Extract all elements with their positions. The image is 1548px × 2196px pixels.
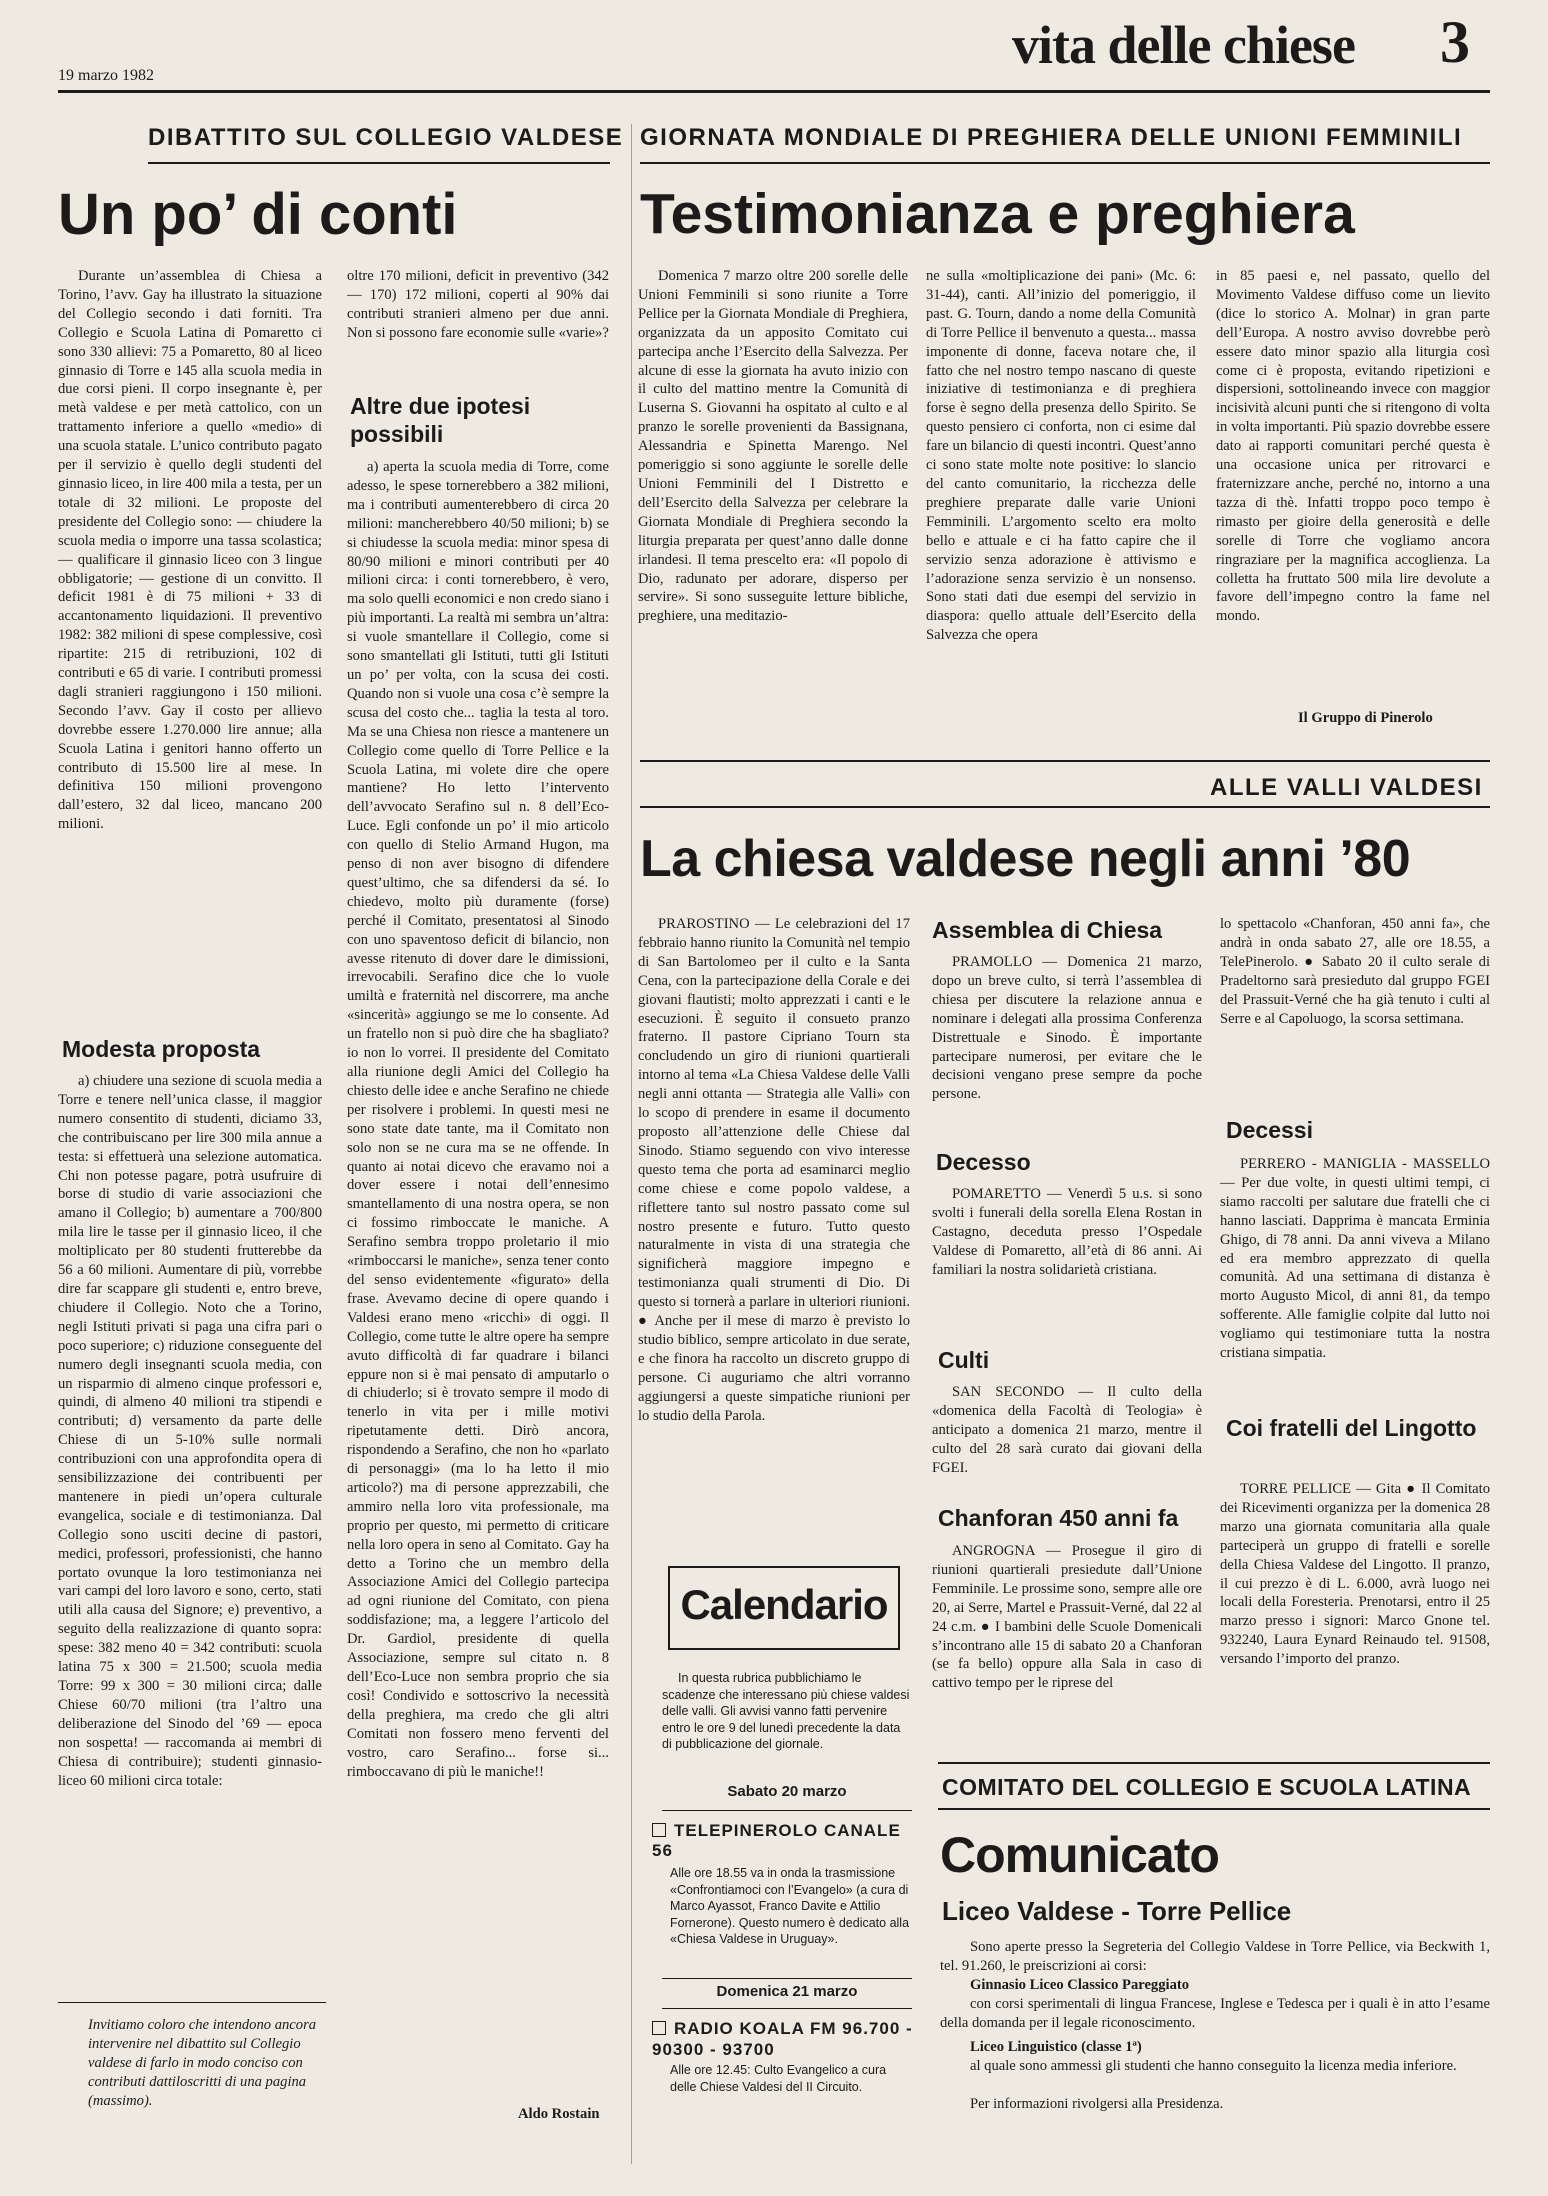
art1-col2b-text: a) aperta la scuola media di Torre, come adesso, le spese tornerebbero a 382 milioni, ma i contributi aumenterebbero di circa 20 milioni: mancherebbero 40/50 milioni; b) se si chiudesse la scuola media: minor spesa di 80/90 milioni e minori contributi per 40 milioni circa: i conti tornerebbero, è vero, ma solo quelli economici e non credo siano i più importanti. La realtà mi sembra un’altra: si vuole smantellare il Collegio, come si sono smantellati gli Istituti, tutti gli Istituti un po’ per volta, con la scusa dei costi. Quando non si vuole una cosa c’è sempre la scusa del costo che... taglia la testa al toro. Ma se una Chiesa non riesce a mantenere un Collegio come quello di Torre Pellice e la Scuola Latina, mi volete dire che opere mantiene? Ho letto l’intervento dell’avvocato Serafino sul n. 8 dell’Eco-Luce. Egli confonde un po’ il mio articolo con quello di Stelio Armand Hugon, ma penso di non aver bisogno di difendere quest’ultimo, che sa difendersi da sé. Io chiedevo, molto più duramente (forse) perché il Comitato, presentatosi al Sinodo con uno spaventoso deficit di bilancio, non avesse ritenuto di dover dare le dimissioni, irrevocabili. Serafino dice che lo vuole umiltà e fraternità nel discorrere, ma anche «sincerità» aggiungo se me lo consente. Ad un fratello non si può dire che ha sbagliato? io non lo vorrei. Il presidente del Comitato alla riunione degli Amici del Collegio ha chiesto delle idee e anche Serafino ne chiede per risolvere i problemi. In questi mesi ne sono state date tante, ma il Comitato non solo non se ne cura ma se ne offende. In quanto ai notai dicevo che eravamo noi a dover essere i notai dell’ennesimo smantellamento di una nostra opera, se non ci fossimo rimboccate le maniche. A Serafino sembra troppo proletario il mio «rimboccarsi le maniche», senza tener conto del senso evidentemente «figurato» della frase. Avevamo decine di opere quando i Valdesi erano meno «ricchi» di oggi. Il Collegio, come tutte le altre opere ha sempre avuto difficoltà di far quadrare i bilanci eppure non si è mai pensato di amputarlo o di chiuderlo; si è trovato sempre il modo di tenerlo in vita per i mille motivi ripetutamente detti. Dirò ancora, rispondendo a Serafino, che non ho «parlato di personaggi» (ma lo ha letto il mio articolo?) ma di persone apprezzabili, che ammiro nella loro vita professionale, ma proprio per questo, mi permetto di criticare nella loro opera in seno al Comitato. Gay ha detto a Torino che un membro della Associazione Amici del Collegio partecipa ad ogni riunione del Comitato, con piena soddisfazione; ma, a leggere l’articolo del Dr. Gardiol, presidente di quella Associazione, sempre sul citato n. 8 dell’Eco-Luce non sembra proprio che sia così! Condivido e sottoscrivo la necessità della preghiera, ma credo che gli altri Comitati non fossero meno ferventi del vostro, caro Serafino... forse si... rimboccavano di più le maniche!!: [347, 459, 609, 1780]
art4-kicker-rule: [938, 1808, 1490, 1810]
calendario-intro: In questa rubrica pubblichiamo le scadenze che interessano più chiese valdesi delle valli. Gli avvisi vanno fatti pervenire entro le ore 9 del lunedì precedente la data di pubblicazione del giornale.: [662, 1671, 910, 1751]
calendario-day2-rule-top: [662, 1978, 912, 1979]
art2-headline: Testimonianza e preghiera: [640, 182, 1355, 246]
calendario-title: Calendario: [680, 1581, 888, 1628]
art3-torrepellice-text: TORRE PELLICE — Gita ● Il Comitato dei Ricevimenti organizza per la domenica 28 marzo una giornata comunitaria alla quale parteciperà un gruppo di fratelli e sorelle della Chiesa Valdese del Lingotto. Il pranzo, il cui prezzo è di L. 6.000, avrà luogo nei locali della Foresteria. Prenotarsi, entro il 25 marzo presso i signori: Marco Gnone tel. 932240, Laura Eynard Reinaudo tel. 91508, versando l’importo del pranzo.: [1220, 1481, 1490, 1668]
art3-kicker-rule: [640, 806, 1490, 808]
art3-angrogna-text: ANGROGNA — Prosegue il giro di riunioni quartierali presiedute dall’Unione Femminile. Le prossime sono, sempre alle ore 20, ai Serre, Martel e Prassuit-Verné, dal 22 al 24 c.m. ● I bambini delle Scuole Domenicali s’incontrano alle 15 di sabato 20 a Chanforan (se fa bello) oppure alla Sala in caso di cattivo tempo per le riprese del: [932, 1543, 1202, 1692]
art1-col1b-text: a) chiudere una sezione di scuola media a Torre e tenere nell’unica classe, il maggior numero consentito di studenti, diciamo 33, che contribuiscano per lire 300 mila annue a testa: si effettuerà una selezione automatica. Chi non potesse pagare, potrà usufruire di borse di studio di varie associazioni che amano il Collegio; b) aumentare a 700/800 mila lire le tasse per il ginnasio liceo, il che moltiplicato per 80 studenti frutterebbe da 56 a 60 milioni. Aumentare di più, vorrebbe dire far scappare gli studenti e, entro breve, chiudere il Collegio. Noto che a Torino, negli Istituti privati si paga una cifra pari o poco superiore; c) riduzione conseguente del numero degli insegnanti scuola media, con un risparmio di almeno cinque professori e, quindi, di almeno 40 milioni tra stipendi e contributi; d) versamento da parte delle Chiese di un 5-10% sulle normali contribuzioni con una approfondita opera di sensibilizzazione dei contribuenti per mantenere in piedi un’opera culturale evangelica, sociale e di testimonianza. Dal Collegio sono usciti decine di pastori, medici, professori, professionisti, che hanno portato ovunque la loro testimonianza nei vari campi del loro lavoro e sono, certo, stati utili alla causa del Signore; e) preventivo, a seguito della realizzazione di quanto sopra: spese: 382 meno 40 = 342 contributi: scuola latina 75 x 300 = 21.500; scuola media Torre: 99 x 300 = 30 milioni circa; dalle Chiese 60/70 milioni (tra l’altro una deliberazione del Sinodo del ’69 — epoca non sospetta! — raccomanda ai membri di Chiesa di contribuire); studenti ginnasio-liceo 60 milioni circa totale:: [58, 1073, 322, 1789]
art4-body3: con corsi sperimentali di lingua Francese, Inglese e Tedesca per i quali è in atto l’esame della domanda per il legale riconoscimento.: [940, 1996, 1490, 2031]
art1-kicker-rule: [148, 162, 610, 164]
art3-sansecondo-text: SAN SECONDO — Il culto della «domenica della Facoltà di Teologia» è anticipato a domenica 21 marzo, mentre il culto del 28 sarà curato dai giovani della FGEI.: [932, 1384, 1202, 1476]
art2-col1-text: Domenica 7 marzo oltre 200 sorelle delle Unioni Femminili si sono riunite a Torre Pellice per la Giornata Mondiale di Preghiera, organizzata da un apposito Comitato cui partecipa anche l’Esercito della Salvezza. Per alcune di esse la giornata ha avuto inizio con il culto del mattino mentre la Comunità di Luserna S. Giovanni ha ospitato al culto e al pranzo le sorelle provenienti da Bassignana, Alessandria e Spinetta Marengo. Nel pomeriggio si sono aggiunte le sorelle delle Unioni Femminili del I Distretto e dell’Esercito della Salvezza per celebrare la Giornata Mondiale di Preghiera secondo la liturgia preparata per quest’anno dalle donne irlandesi. Il tema prescelto era: «Il popolo di Dio, radunato per adorare, disperso per servire». Si sono susseguite letture bibliche, preghiere, una meditazio-: [638, 268, 908, 625]
calendario-station2: [652, 2018, 914, 2060]
issue-date: 19 marzo 1982: [58, 67, 154, 84]
art4-body6: Per informazioni rivolgersi alla Presidenza.: [970, 2096, 1224, 2112]
art4-headline: Comunicato: [940, 1827, 1219, 1883]
art4-body1: Sono aperte presso la Segreteria del Collegio Valdese in Torre Pellice, via Beckwith 1, tel. 91.260, le preiscrizioni ai corsi:: [940, 1939, 1490, 1974]
art1-kicker: DIBATTITO SUL COLLEGIO VALDESE: [148, 124, 624, 151]
art2-kicker: GIORNATA MONDIALE DI PREGHIERA DELLE UNIONI FEMMINILI: [640, 124, 1463, 151]
calendario-station1: [652, 1821, 912, 1861]
art3-sub-lingotto: Coi fratelli del Lingotto: [1226, 1415, 1477, 1441]
column-divider: [631, 124, 632, 2164]
calendario-day2-rule: [662, 2008, 912, 2009]
art4-body4: Liceo Linguistico (classe 1ª): [970, 2039, 1142, 2055]
art3-prarostino-text: PRAROSTINO — Le celebrazioni del 17 febbraio hanno riunito la Comunità nel tempio di San Bartolomeo per il culto e la Santa Cena, con la partecipazione della Corale e dei giovani flautisti; molto apprezzati i canti e le esecuzioni. È seguito il consueto pranzo fraterno. Il pastore Cipriano Tourn sta concludendo un giro di riunioni quartierali intorno al tema «La Chiesa Valdese delle Valli negli anni ottanta — Strategia alle Valli» con lo scopo di prendere in esame il documento proposto all’attenzione delle Chiese dal Sinodo. Stiamo seguendo con vivo interesse questo tema che porta ad esaminarci meglio come chiese e come popolo valdese, a riflettere tanto sul nostro passato come sul nostro presente e futuro. Tutto questo naturalmente in vista di una strategia che significherà maggiore impegno e testimonianza quali strumenti di Dio. Di questo si tornerà a parlare in ulteriori riunioni. ● Anche per il mese di marzo è previsto lo studio biblico, sempre articolato in due serate, e che finora ha raccolto un discreto gruppo di persone. Ci auguriamo che altri vorranno aggiungersi a queste simpatiche riunioni per lo studio della Parola.: [638, 916, 910, 1424]
checkbox-icon: [652, 2021, 666, 2035]
art3-kicker: ALLE VALLI VALDESI: [1210, 774, 1483, 801]
art4-body5: al quale sono ammessi gli studenti che hanno conseguito la licenza media inferiore.: [970, 2058, 1457, 2074]
art1-editor-note: Invitiamo coloro che intendono ancora intervenire nel dibattito sul Collegio valdese di farlo in modo conciso con contributi dattiloscritti di una pagina (massimo).: [88, 2017, 317, 2109]
art3-pomaretto-text: POMARETTO — Venerdì 5 u.s. si sono svolti i funerali della sorella Elena Rostan in Castagno, deceduta presso l’Ospedale Valdese di Pomaretto, all’età di 86 anni. Ai familiari la nostra solidarietà cristiana.: [932, 1186, 1202, 1278]
art2-col2-text: ne sulla «moltiplicazione dei pani» (Mc. 6: 31-44), canti. All’inizio del pomeriggio, il past. G. Tourn, dando a nome della Comunità di Torre Pellice il benvenuto a questa... massa imponente di donne, faceva notare che, il fatto che nel nostro tempo nascano di queste iniziative di testimonianza e di preghiera forse è segno della presenza dello Spirito. Se questo pensiero ci conforta, non ci esime dal fare un bilancio di questi incontri. Quest’anno ci sono state molte note positive: lo slancio del canto comunitario, la ricchezza delle preghiere preparate dalle varie Unioni Femminili. L’argomento scelto era molto bello e attuale e ci ha fatto capire che il servizio senza adorazione è attivismo e l’adorazione senza servizio è un nonsenso. Sono stati dati due esempi del servizio in diaspora: quello attuale dell’Esercito della Salvezza che opera: [926, 268, 1196, 644]
art1-signature: Aldo Rostain: [518, 2106, 600, 2122]
art4-body2: Ginnasio Liceo Classico Pareggiato: [970, 1977, 1190, 1993]
art3-perrero-text: PERRERO - MANIGLIA - MASSELLO — Per due volte, in questi ultimi tempi, ci siamo raccolti per salutare due fratelli che ci hanno lasciati. Dapprima è mancata Erminia Ghigo, di 78 anni. Da anni viveva a Milano ed era membro apprezzato di quella comunità. Ad una settimana di distanza è morto Augusto Micol, di anni 81, da tempo sofferente. Alle famiglie colpite dal lutto noi vogliamo qui testimoniare tutta la nostra cristiana simpatia.: [1220, 1156, 1490, 1362]
art1-sub-ipotesi: Altre due ipotesi possibili: [350, 393, 531, 447]
art1-sub-modesta: Modesta proposta: [62, 1036, 261, 1062]
art4-subheadline: Liceo Valdese - Torre Pellice: [942, 1896, 1292, 1926]
art1-headline: Un po’ di conti: [58, 182, 458, 247]
art3-top-rule: [640, 760, 1490, 762]
art1-col2a-text: oltre 170 milioni, deficit in preventivo (342 — 170) 172 milioni, coperti al 90% dai contributi stranieri almeno per due anni. Non si possono fare economie sulle «varie»?: [347, 268, 609, 341]
calendario-day2: Domenica 21 marzo: [716, 1983, 858, 2000]
calendario-text2: Alle ore 12.45: Culto Evangelico a cura delle Chiese Valdesi del II Circuito.: [670, 2063, 887, 2094]
calendario-day1-rule: [662, 1810, 912, 1811]
art4-top-rule: [938, 1762, 1490, 1764]
masthead-rule: [58, 90, 1490, 93]
art1-col1-text: Durante un’assemblea di Chiesa a Torino, l’avv. Gay ha illustrato la situazione del Collegio secondo i dati forniti. Tra Collegio e Scuola Latina di Pomaretto ci sono 330 allievi: 75 a Pomaretto, 80 al liceo ginnasio di Torre e 145 alla scuola media in due corsi pieni. Il corpo insegnante è, per metà valdese e per metà cattolico, con un trattamento inferiore a quello «medio» di una scuola statale. L’unico contributo pagato per il servizio è quello degli studenti del ginnasio liceo, in lire 400 mila a testa, per un totale di 32 milioni. Le proposte del presidente del Collegio sono: — chiudere la scuola media o imporre una tassa scolastica; — qualificare il ginnasio liceo con 3 lingue obbligatorie; — gestione di un convitto. Il deficit 1981 è di 75 milioni + 33 di accantonamento liquidazioni. Il preventivo 1982: 382 milioni di spese complessive, così ripartite: 215 di retribuzioni, 102 di contributi e 65 di varie. I contributi promessi dagli stranieri raggiungono i 150 milioni. Secondo l’avv. Gay il costo per allievo dovrebbe essere 1.270.000 lire annue; alla Scuola Latina i genitori hanno offerto un contributo di 15.500 lire al mese. In definitiva 150 milioni provengono dall’estero, 32 dal liceo, mancano 200 milioni.: [58, 268, 322, 833]
art2-kicker-rule: [640, 162, 1490, 164]
art3-sub-assemblea: Assemblea di Chiesa: [932, 917, 1163, 943]
art3-sub-decesso: Decesso: [936, 1149, 1031, 1175]
page-number: 3: [1440, 9, 1470, 75]
art3-sub-chanforan: Chanforan 450 anni fa: [938, 1505, 1179, 1531]
calendario-day1: Sabato 20 marzo: [727, 1783, 847, 1800]
art2-col3-text: in 85 paesi e, nel passato, quello del Movimento Valdese diffuso come un lievito (dice lo storico A. Molnar) in gran parte dell’Europa. A nostro avviso dovrebbe però essere dato minor spazio alla liturgia così come ci è proposta, evitando ripetizioni e dispersioni, sottolineando invece con maggior incisività alcuni punti che si ritengono di volta in volta importanti. Più spazio dovrebbe essere dato ai rapporti comunitari perché questa è una occasione unica per ritrovarci e fraternizzare anche, perché no, intorno a una tazza di thè. Infatti troppo poco tempo è rimasto per gioire della generosità e delle sorelle di Torre che vogliamo ancora ringraziare per la magnifica accoglienza. La colletta ha fruttato 500 mila lire devolute a favore dell’impegno contro la fame nel mondo.: [1216, 268, 1490, 625]
art3-sub-decessi: Decessi: [1226, 1117, 1313, 1143]
calendario-text1: Alle ore 18.55 va in onda la trasmissione «Confrontiamoci con l’Evangelo» (a cura di Marco Ayassot, Franco Davite e Attilio Fornerone). Questo numero è dedicato alla «Chiesa Valdese in Uruguay».: [670, 1866, 910, 1946]
art4-kicker: COMITATO DEL COLLEGIO E SCUOLA LATINA: [942, 1774, 1472, 1800]
art2-signature: Il Gruppo di Pinerolo: [1298, 710, 1433, 726]
calendario-station1-label: TELEPINEROLO CANALE 56: [652, 1821, 901, 1860]
art3-headline: La chiesa valdese negli anni ’80: [640, 830, 1411, 888]
section-title: vita delle chiese: [1012, 15, 1355, 75]
art3-chanforan-cont-text: lo spettacolo «Chanforan, 450 anni fa», che andrà in onda sabato 27, alle ore 18.55, a TelePinerolo. ● Sabato 20 il culto serale di Pradeltorno sarà presieduto dal gruppo FGEI del Prassuit-Verné che ha già tenuto i culti al Serre e al Capoluogo, la scorsa settimana.: [1220, 916, 1490, 1027]
calendario-station2-label: RADIO KOALA FM 96.700 - 90300 - 93700: [652, 2019, 913, 2059]
art3-sub-culti: Culti: [938, 1347, 990, 1373]
art3-pramollo-text: PRAMOLLO — Domenica 21 marzo, dopo un breve culto, si terrà l’assemblea di chiesa per discutere la relazione annua e nominare i delegati alla prossima Conferenza Distrettuale e Sinodo. È importante partecipare numerosi, per evitare che le decisioni vengano prese sempre da poche persone.: [932, 954, 1202, 1103]
checkbox-icon: [652, 1823, 666, 1837]
art1-note-rule: [58, 2002, 326, 2003]
